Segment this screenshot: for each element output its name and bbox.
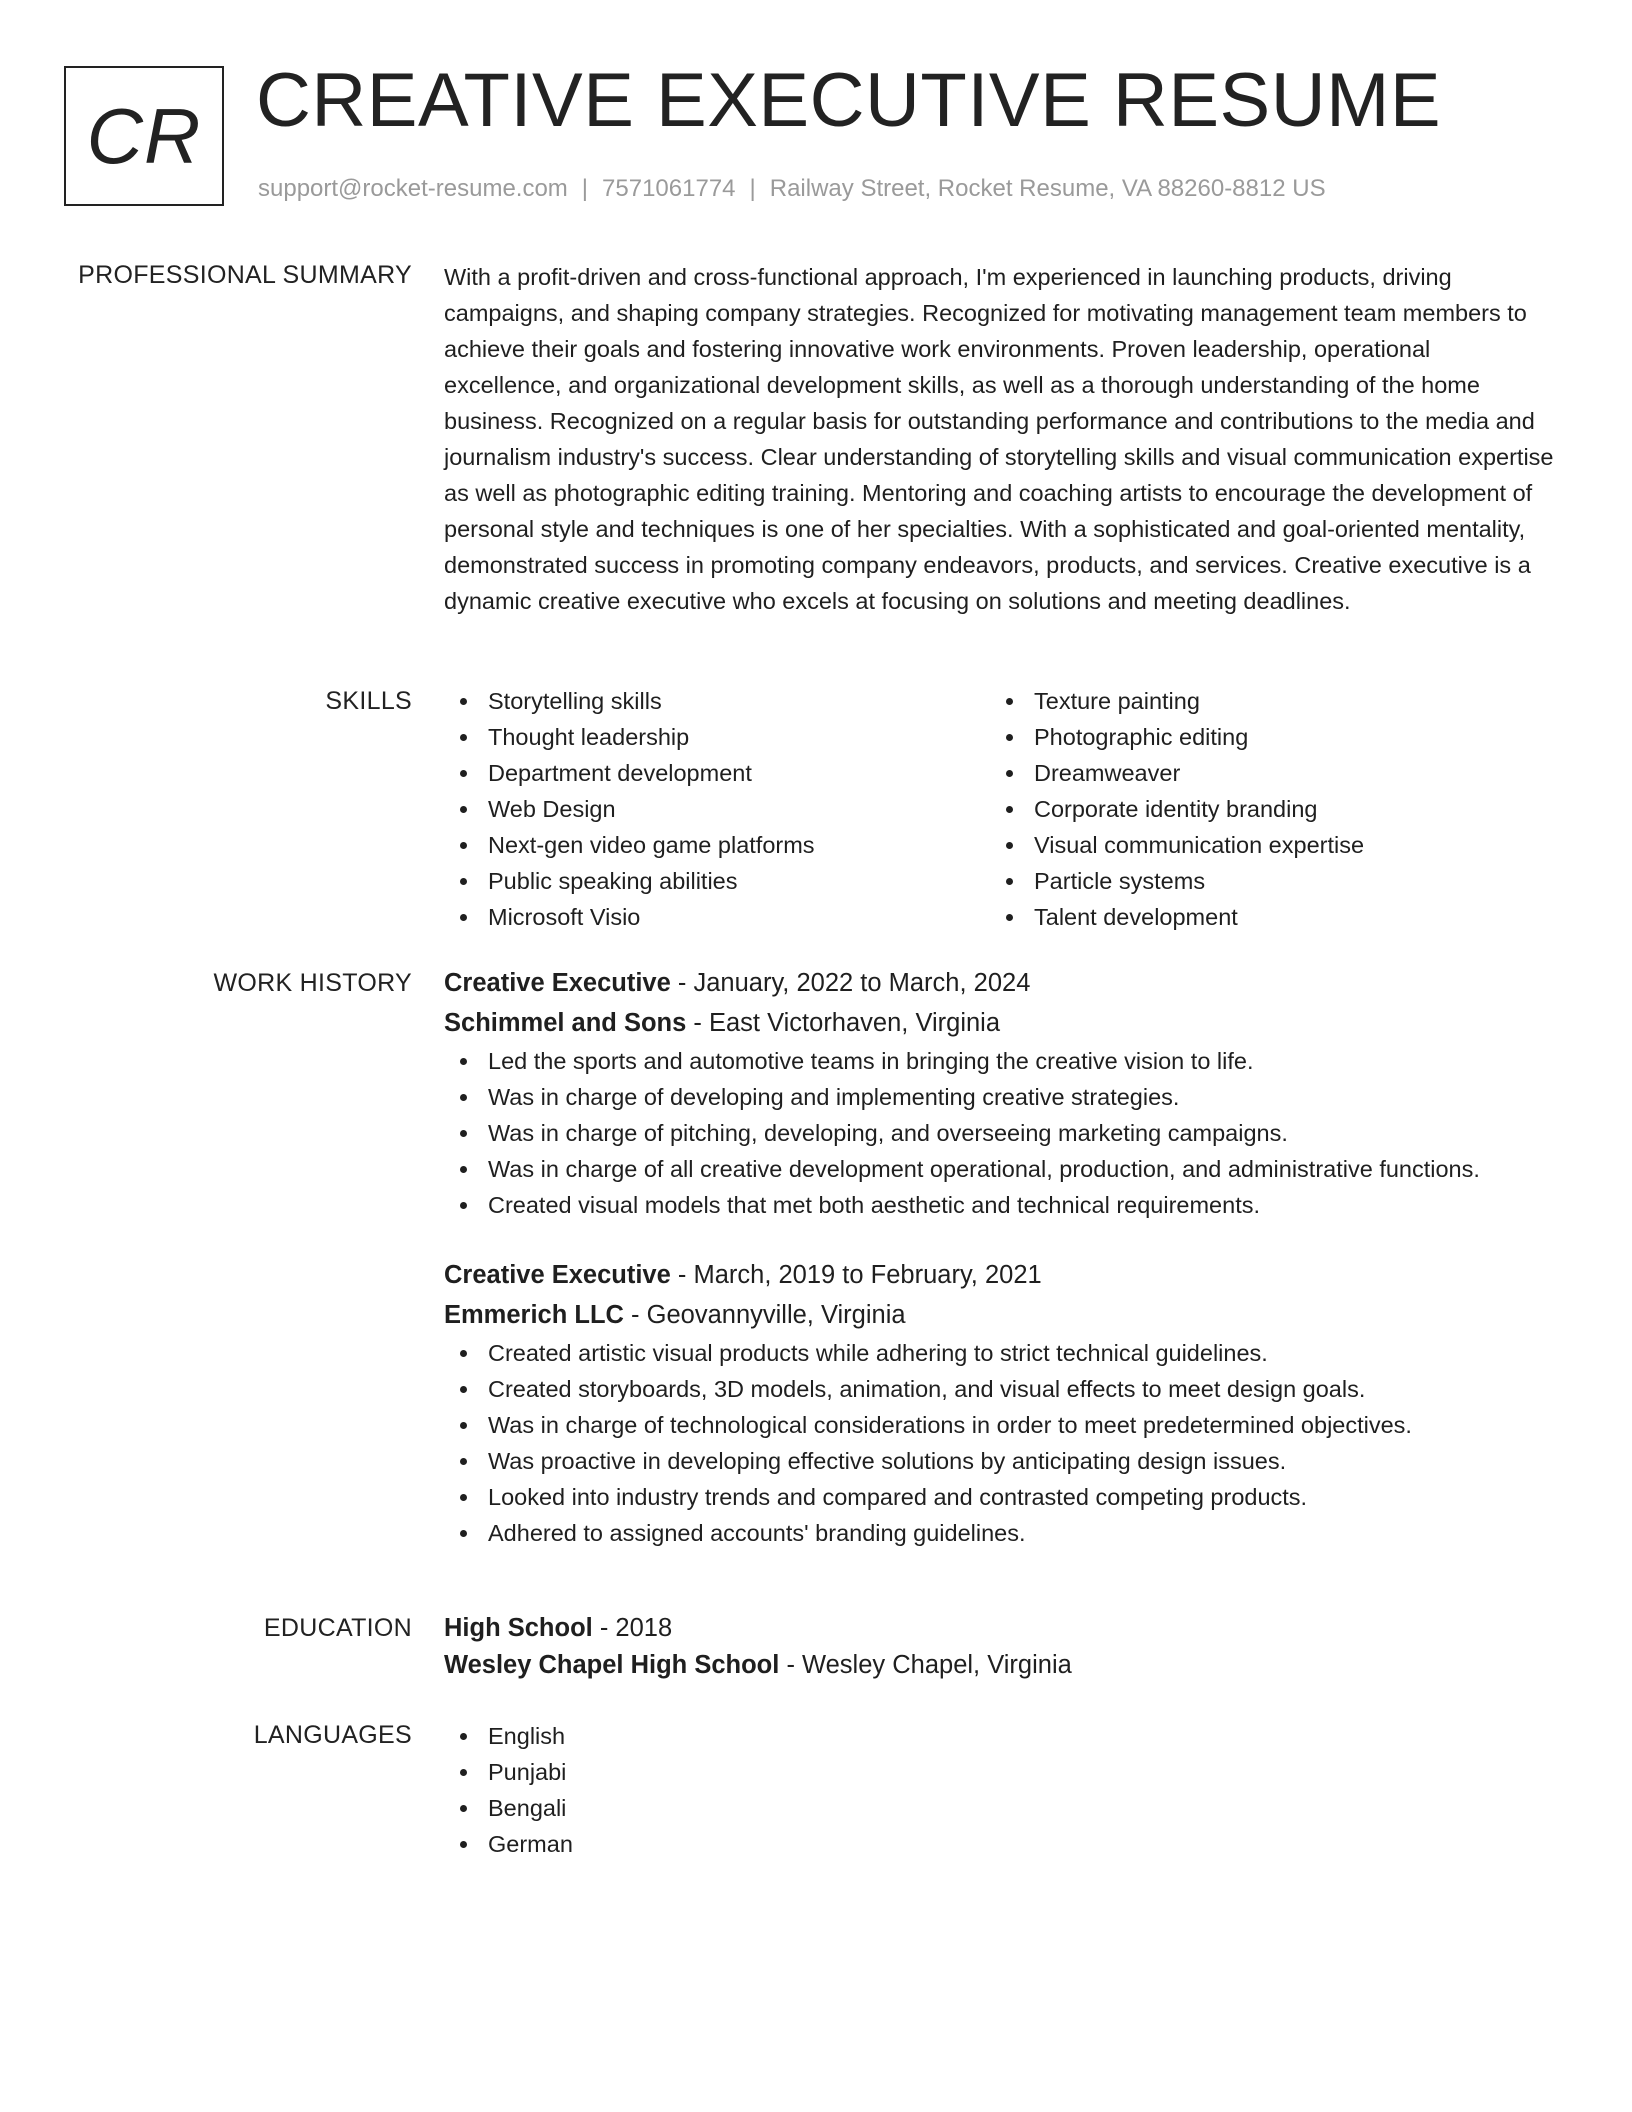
job-entry xyxy=(444,963,1554,1223)
skills-list-right xyxy=(990,683,1536,935)
job-duty: Was in charge of pitching, developing, and overseeing marketing campaigns. xyxy=(444,1115,1554,1151)
job-duty: Created artistic visual products while adhering to strict technical guidelines. xyxy=(444,1335,1554,1371)
education-year: - 2018 xyxy=(592,1614,673,1642)
job-duty: Led the sports and automotive teams in bringing the creative vision to life. xyxy=(444,1043,1554,1079)
job-duties-list xyxy=(444,1043,1554,1223)
contact-separator: | xyxy=(749,175,756,202)
skill-item: Thought leadership xyxy=(444,719,990,755)
job-company-line xyxy=(444,1295,1554,1335)
job-duty: Created visual models that met both aesthetic and technical requirements. xyxy=(444,1187,1554,1223)
section-label-summary: PROFESSIONAL SUMMARY xyxy=(78,261,412,289)
skill-item: Storytelling skills xyxy=(444,683,990,719)
job-duty: Was proactive in developing effective solutions by anticipating design issues. xyxy=(444,1443,1554,1479)
education-body xyxy=(444,1608,1554,1685)
contact-email: support@rocket-resume.com xyxy=(258,175,568,202)
skill-item: Talent development xyxy=(990,899,1536,935)
language-item: Punjabi xyxy=(444,1754,1554,1790)
job-dates: - March, 2019 to February, 2021 xyxy=(670,1261,1042,1289)
job-duty: Adhered to assigned accounts' branding guidelines. xyxy=(444,1515,1554,1551)
job-duty: Was in charge of developing and implementing creative strategies. xyxy=(444,1079,1554,1115)
skill-item: Dreamweaver xyxy=(990,755,1536,791)
contact-phone: 7571061774 xyxy=(602,175,736,202)
summary-text: With a profit-driven and cross-functional approach, I'm experienced in launching products, driving campaigns, and shaping company strategies. Recognized for motivating management team members to achieve their goals and fostering innovative work environments. Proven leadership, operational excellence, and organizational development skills, as well as a thorough understanding of the home business. Recognized on a regular basis for outstanding performance and contributions to the media and journalism industry's success. Clear understanding of storytelling skills and visual communication expertise as well as photographic editing training. Mentoring and coaching artists to encourage the development of personal style and techniques is one of her specialties. With a sophisticated and goal-oriented mentality, demonstrated success in promoting company endeavors, products, and services. Creative executive is a dynamic creative executive who excels at focusing on solutions and meeting deadlines. xyxy=(444,264,1554,614)
skills-body xyxy=(444,683,1554,935)
job-duties-list xyxy=(444,1335,1554,1551)
skill-item: Corporate identity branding xyxy=(990,791,1536,827)
job-duty: Was in charge of all creative development operational, production, and administrative functions. xyxy=(444,1151,1554,1187)
job-company: Emmerich LLC xyxy=(444,1301,624,1329)
section-label-education: EDUCATION xyxy=(263,1614,412,1642)
section-label-work-history: WORK HISTORY xyxy=(213,969,412,997)
skill-item: Next-gen video game platforms xyxy=(444,827,990,863)
job-location: - East Victorhaven, Virginia xyxy=(686,1009,1001,1037)
languages-body xyxy=(444,1718,1554,1862)
skill-item: Web Design xyxy=(444,791,990,827)
job-duty: Created storyboards, 3D models, animation, and visual effects to meet design goals. xyxy=(444,1371,1554,1407)
skill-item: Particle systems xyxy=(990,863,1536,899)
job-dates: - January, 2022 to March, 2024 xyxy=(670,969,1031,997)
section-label-languages: LANGUAGES xyxy=(253,1721,412,1749)
resume-title: CREATIVE EXECUTIVE RESUME xyxy=(256,58,1442,143)
summary-body xyxy=(444,259,1554,619)
education-school-line xyxy=(444,1645,1554,1685)
job-title-line xyxy=(444,1255,1554,1295)
skill-item: Photographic editing xyxy=(990,719,1536,755)
contact-line xyxy=(258,174,1326,204)
skill-item: Department development xyxy=(444,755,990,791)
job-title: Creative Executive xyxy=(444,1261,671,1289)
job-title-line xyxy=(444,963,1554,1003)
contact-separator: | xyxy=(581,175,589,202)
work-history-body xyxy=(444,963,1554,1551)
skill-item: Texture painting xyxy=(990,683,1536,719)
education-school: Wesley Chapel High School xyxy=(444,1651,780,1679)
contact-address: Railway Street, Rocket Resume, VA 88260-8812 US xyxy=(769,175,1326,202)
monogram-badge: CR xyxy=(64,66,224,206)
job-entry xyxy=(444,1255,1554,1551)
skill-item: Public speaking abilities xyxy=(444,863,990,899)
job-title: Creative Executive xyxy=(444,969,671,997)
language-item: German xyxy=(444,1826,1554,1862)
skill-item: Visual communication expertise xyxy=(990,827,1536,863)
education-degree-line xyxy=(444,1608,1554,1648)
education-degree: High School xyxy=(444,1614,593,1642)
job-duty: Looked into industry trends and compared and contrasted competing products. xyxy=(444,1479,1554,1515)
language-item: English xyxy=(444,1718,1554,1754)
education-location: - Wesley Chapel, Virginia xyxy=(779,1651,1072,1679)
languages-list xyxy=(444,1718,1554,1862)
skills-list-left xyxy=(444,683,990,935)
language-item: Bengali xyxy=(444,1790,1554,1826)
job-duty: Was in charge of technological considerations in order to meet predetermined objectives. xyxy=(444,1407,1554,1443)
skill-item: Microsoft Visio xyxy=(444,899,990,935)
section-label-skills: SKILLS xyxy=(325,687,412,715)
job-company: Schimmel and Sons xyxy=(444,1009,687,1037)
job-location: - Geovannyville, Virginia xyxy=(623,1301,906,1329)
job-company-line xyxy=(444,1003,1554,1043)
